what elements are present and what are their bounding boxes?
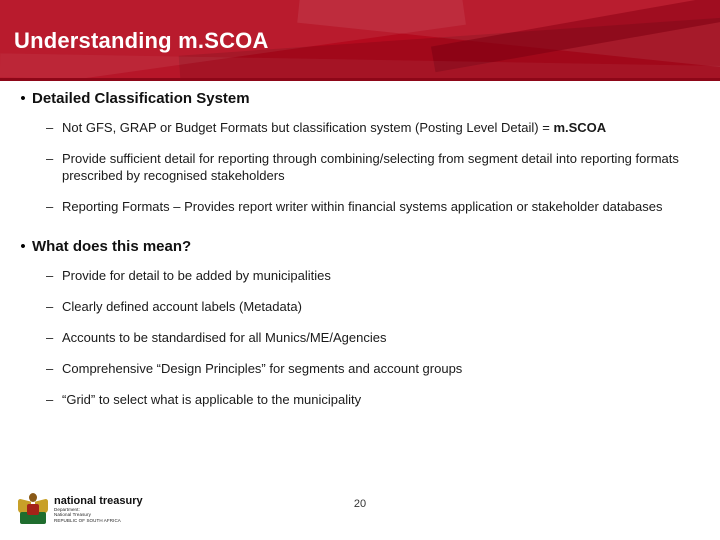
list-item-label: Provide sufficient detail for reporting through combining/selecting from segment detail into reporting formats prescribed by recognised stakeholders [62, 151, 679, 183]
slide-footer [0, 484, 720, 540]
bullet-glyph-icon: • [20, 238, 26, 255]
list-item-label: Comprehensive “Design Principles” for segments and account groups [62, 361, 463, 376]
slide-header-banner [0, 0, 720, 78]
list-item [0, 384, 720, 415]
list-item-label: Provide for detail to be added by municipalities [62, 268, 331, 283]
south-africa-coat-of-arms-icon [18, 492, 48, 526]
list-item [0, 322, 720, 353]
logo-sub-treasury: National Treasury [54, 512, 91, 518]
list-item-label: “Grid” to select what is applicable to the municipality [62, 392, 362, 407]
dash-glyph-icon: – [46, 299, 54, 314]
section-heading-2 [0, 232, 720, 260]
list-item [0, 112, 720, 143]
list-item-label: Clearly defined account labels (Metadata) [62, 299, 302, 314]
list-item-label: Not GFS, GRAP or Budget Formats but classification system (Posting Level Detail) = m.SCOA [62, 120, 607, 135]
dash-glyph-icon: – [46, 268, 54, 283]
dash-glyph-icon: – [46, 392, 54, 407]
list-item-label: Reporting Formats – Provides report writer within financial systems application or stakeholder databases [62, 199, 663, 214]
dash-glyph-icon: – [46, 330, 54, 345]
list-item [0, 143, 720, 191]
section-heading-1-label: Detailed Classification System [32, 90, 250, 107]
page-title: Understanding m.SCOA [14, 28, 269, 53]
logo-name: national treasury [54, 494, 143, 507]
list-item [0, 353, 720, 384]
national-treasury-logo [18, 492, 143, 526]
list-item [0, 291, 720, 322]
section-heading-1 [0, 84, 720, 112]
page-number: 20 [353, 498, 367, 510]
dash-glyph-icon: – [46, 361, 54, 376]
dash-glyph-icon: – [46, 151, 54, 166]
section-heading-2-label: What does this mean? [32, 238, 192, 255]
slide-content [0, 84, 720, 415]
logo-text [54, 495, 143, 524]
list-item [0, 260, 720, 291]
logo-sub-department: Department: [54, 506, 80, 512]
dash-glyph-icon: – [46, 199, 54, 214]
dash-glyph-icon: – [46, 120, 54, 135]
logo-sub-republic: REPUBLIC OF SOUTH AFRICA [54, 517, 121, 523]
header-underline [0, 78, 720, 81]
bullet-glyph-icon: • [20, 90, 26, 107]
section-spacer [0, 222, 720, 232]
list-item [0, 191, 720, 222]
list-item-label: Accounts to be standardised for all Munics/ME/Agencies [62, 330, 387, 345]
